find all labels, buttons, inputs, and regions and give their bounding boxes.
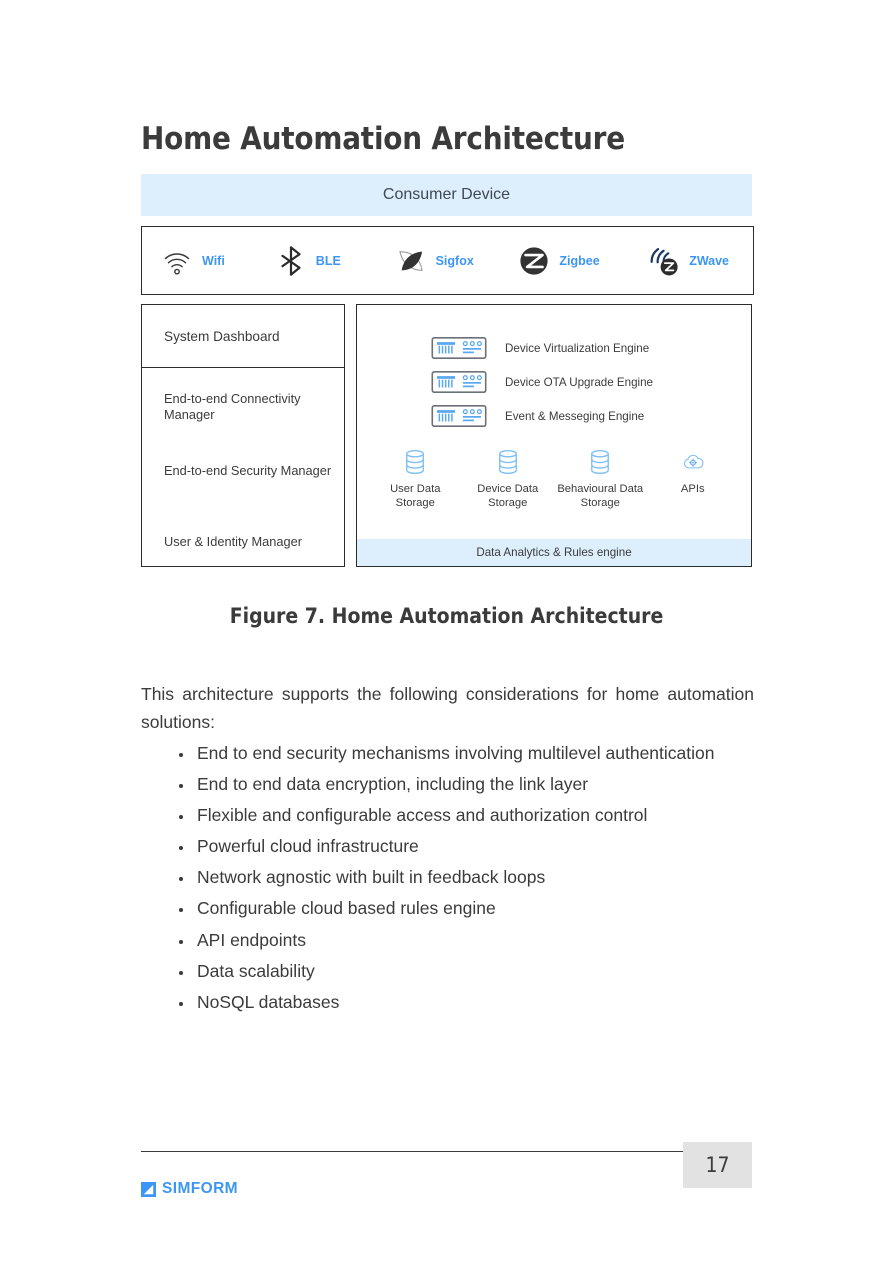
protocol-item-ble: [266, 244, 380, 278]
consumer-device-label: Consumer Device: [382, 186, 511, 203]
list-item: Flexible and configurable access and authorization control: [179, 800, 792, 830]
storage-item-behavioural-data: [554, 449, 647, 510]
page-title: Home Automation Architecture: [141, 120, 625, 157]
list-item: Configurable cloud based rules engine: [179, 893, 792, 923]
considerations-list: [141, 738, 792, 1018]
database-icon: [589, 449, 611, 475]
protocol-item-zwave: [623, 244, 753, 278]
manager-item-security: End-to-end Security Manager: [164, 463, 332, 478]
server-icon: [431, 337, 487, 359]
server-icon: [431, 371, 487, 393]
data-analytics-bar: [357, 539, 751, 566]
protocol-label-zigbee: Zigbee: [559, 253, 600, 268]
footer-divider: [141, 1151, 686, 1152]
engine-row: [357, 331, 751, 365]
list-item: API endpoints: [179, 925, 792, 955]
list-item: Network agnostic with built in feedback loops: [179, 862, 792, 892]
brand-name: SIMFORM: [162, 1180, 238, 1197]
page-number-badge: 17: [683, 1142, 752, 1188]
consumer-device-bar: [141, 174, 752, 216]
architecture-body: [141, 304, 752, 567]
wifi-icon: [160, 244, 194, 278]
list-item: Powerful cloud infrastructure: [179, 831, 792, 861]
protocol-strip: [141, 226, 754, 295]
manager-item-identity: User & Identity Manager: [164, 534, 302, 549]
protocol-item-zigbee: [499, 244, 623, 278]
platform-panel: [356, 304, 752, 567]
server-icon: [431, 405, 487, 427]
protocol-label-ble: BLE: [315, 253, 341, 268]
protocol-label-sigfox: Sigfox: [435, 253, 474, 268]
protocol-label-wifi: Wifi: [202, 253, 225, 268]
storage-item-apis: [647, 449, 740, 496]
protocol-label-zwave: ZWave: [689, 253, 730, 268]
intro-paragraph: This architecture supports the following considerations for home automation solutions:: [141, 683, 754, 732]
storage-item-device-data: [462, 449, 555, 510]
engine-row: [357, 365, 751, 399]
storage-item-user-data: [369, 449, 462, 510]
zwave-icon: [647, 244, 681, 278]
engine-row: [357, 399, 751, 433]
storage-label: User Data Storage: [390, 483, 441, 510]
system-dashboard-header: System Dashboard: [142, 305, 344, 368]
engine-label: Device Virtualization Engine: [505, 341, 650, 355]
document-page: [141, 0, 752, 1263]
storage-label: Behavioural Data Storage: [557, 483, 644, 510]
storage-list: [357, 433, 751, 539]
list-item: NoSQL databases: [179, 987, 792, 1017]
simform-mark-icon: [141, 1182, 156, 1197]
protocol-item-sigfox: [380, 244, 500, 278]
system-dashboard-panel: [141, 304, 345, 567]
storage-label: Device Data Storage: [477, 483, 539, 510]
list-item: End to end security mechanisms involving multilevel authentication: [179, 738, 792, 768]
bluetooth-icon: [274, 244, 308, 278]
list-item: End to end data encryption, including the link layer: [179, 769, 792, 799]
engine-label: Device OTA Upgrade Engine: [505, 375, 654, 389]
cloud-gear-icon: [682, 449, 704, 475]
zigbee-icon: [517, 244, 551, 278]
brand-logo: [141, 1180, 238, 1198]
protocol-item-wifi: [142, 244, 266, 278]
sigfox-icon: [394, 244, 428, 278]
database-icon: [404, 449, 426, 475]
figure-caption: Figure 7. Home Automation Architecture: [229, 604, 664, 628]
list-item: Data scalability: [179, 956, 792, 986]
engine-label: Event & Messeging Engine: [505, 409, 645, 423]
database-icon: [497, 449, 519, 475]
engine-list: [357, 305, 751, 433]
data-analytics-label: Data Analytics & Rules engine: [476, 546, 632, 559]
storage-label: APIs: [680, 483, 705, 495]
manager-item-connectivity: End-to-end Connectivity Manager: [164, 391, 301, 423]
